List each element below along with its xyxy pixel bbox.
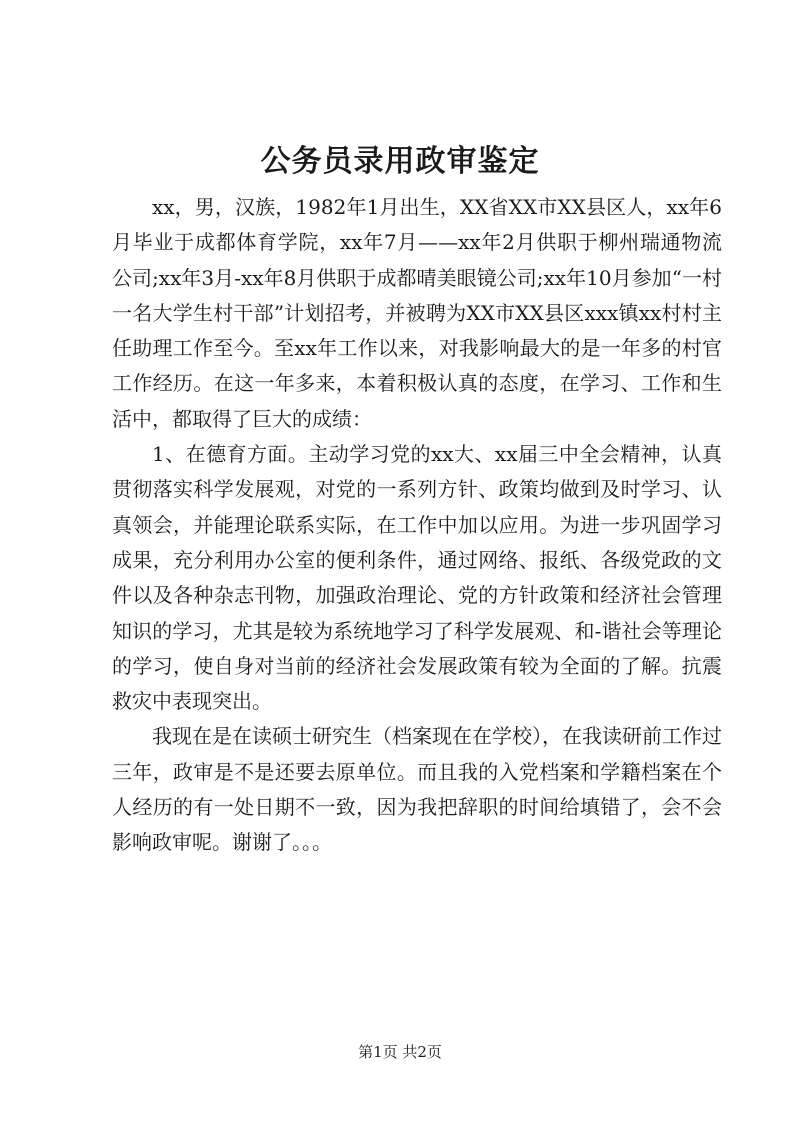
page-footer: 第1页 共2页 (358, 1043, 442, 1061)
document-body (112, 190, 722, 861)
paragraph-moral-education: 1、在德育方面。主动学习党的xx大、xx届三中全会精神，认真贯彻落实科学发展观，对党的一系列方针、政策均做到及时学习、认真领会，并能理论联系实际，在工作中加以应用。为进一步巩固学习成果，充分利用办公室的便利条件，通过网络、报纸、各级党政的文件以及各种杂志刊物，加强政治理论、党的方针政策和经济社会管理知识的学习，尤其是较为系统地学习了科学发展观、和-谐社会等理论的学习，使自身对当前的经济社会发展政策有较为全面的了解。抗震救灾中表现突出。 (112, 442, 722, 714)
paragraph-question: 我现在是在读硕士研究生（档案现在在学校），在我读研前工作过三年，政审是不是还要去原单位。而且我的入党档案和学籍档案在个人经历的有一处日期不一致，因为我把辞职的时间给填错了，会不会影响政审呢。谢谢了。。。 (112, 724, 722, 855)
document-title: 公务员录用政审鉴定 (260, 144, 540, 179)
paragraph-personal-info: xx，男，汉族，1982年1月出生，XX省XX市XX县区人，xx年6月毕业于成都体育学院，xx年7月——xx年2月供职于柳州瑞通物流公司;xx年3月-xx年8月供职于成都晴美眼镜公司;xx年10月参加“一村一名大学生村干部”计划招考，并被聘为XX市XX县区xxx镇xx村村主任助理工作至今。至xx年工作以来，对我影响最大的是一年多的村官工作经历。在这一年多来，本着积极认真的态度，在学习、工作和生活中，都取得了巨大的成绩： (112, 195, 722, 431)
